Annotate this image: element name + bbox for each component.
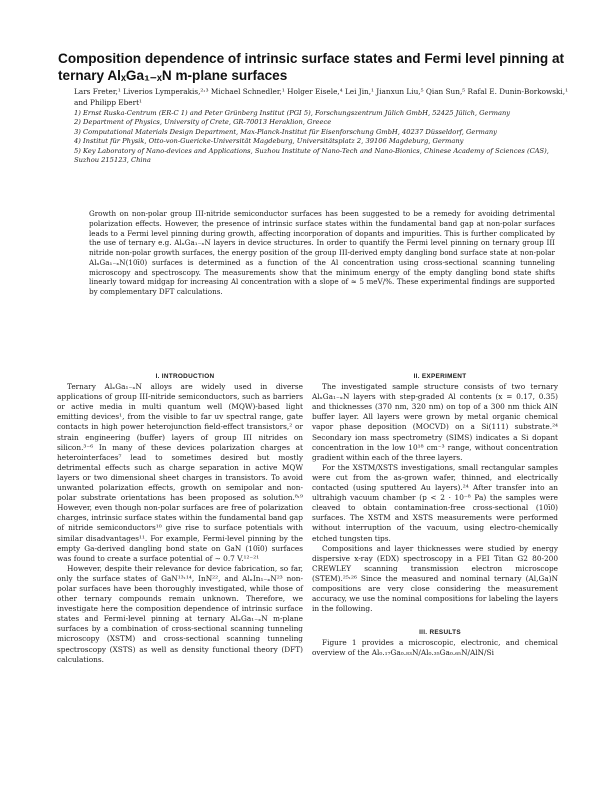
affiliation-5 <box>74 147 568 166</box>
paper-title: Composition dependence of intrinsic surface states and Fermi level pinning at ternary AlₓGa₁₋ₓN m-plane surfaces <box>58 51 565 83</box>
affiliation-text: Computational Materials Design Department, Max-Planck-Institut für Eisenforschung GmbH, 40237 Düsseldorf, Germany <box>83 127 497 136</box>
paragraph: Compositions and layer thicknesses were studied by energy dispersive x-ray (EDX) spectroscopy in a FEI Titan G2 80-200 CREWLEY scanning transmission electron microscope (STEM).²⁵˒²⁶ Since the measured and nominal ternary (Al,Ga)N compositions are very close considering the measurement accuracy, we use the nominal compositions for labeling the layers in the following. <box>312 543 558 614</box>
affiliations <box>74 109 568 165</box>
section-heading-results: III. RESULTS <box>419 629 461 637</box>
affiliation-text: Ernst Ruska-Centrum (ER-C 1) and Peter Grünberg Institut (PGI 5), Forschungszentrum Jülich GmbH, 52425 Jülich, Germany <box>83 109 511 117</box>
affiliation-number: 3) <box>74 127 81 136</box>
affiliation-number: 4) <box>74 137 81 146</box>
affiliation-text: Institut für Physik, Otto-von-Guericke-Universität Magdeburg, Universitätsplatz 2, 39106 Magdeburg, Germany <box>83 137 464 146</box>
affiliation-number: 2) <box>74 118 81 127</box>
affiliation-4 <box>74 137 568 146</box>
affiliation-number: 1) <box>74 109 81 117</box>
paragraph: Ternary AlₓGa₁₋ₓN alloys are widely used in diverse applications of group III-nitride semiconductors, such as barriers or active media in multi quantum well (MQW)-based light emitting devices¹, from the visible to far uv spectral range, gate contacts in high power heterojunction field-effect transistors,² or strain engineering (buffer) layers of group III nitrides on silicon.³⁻⁶ In many of these devices polarization charges at heterointerfaces⁷ lead to sometimes desired but mostly detrimental effects such as charge separation in active MQW layers or two dimensional sheet charges in transistors. To avoid unwanted polarization effects, growth on semipolar and non-polar substrate orientations has been proposed as solution.⁸˒⁹ However, even though non-polar surfaces are free of polarization charges, intrinsic surface states within the fundamental band gap of nitride semiconductors¹⁰ give rise to surface potentials with similar disadvantages¹¹. For example, Fermi-level pinning by the empty Ga-derived dangling bond state on GaN (10ī0) surfaces was found to create a surface potential of ∼ 0.7 V.¹²⁻²¹ <box>57 382 303 563</box>
affiliation-text: Department of Physics, University of Crete, GR-70013 Heraklion, Greece <box>83 118 332 127</box>
right-column <box>312 372 558 659</box>
affiliation-2 <box>74 118 568 127</box>
paragraph: For the XSTM/XSTS investigations, small rectangular samples were cut from the as-grown wafer, thinned, and electrically contacted (using sputtered Au layers).²⁴ After transfer into an ultrahigh vacuum chamber (p < 2 · 10⁻⁸ Pa) the samples were cleaved to obtain contamination-free cross-sectional (10ī0) surfaces. The XSTM and XSTS measurements were performed without interruption of the vacuum, using electro-chemically etched tungsten tips. <box>312 462 558 543</box>
abstract: Growth on non-polar group III-nitride semiconductor surfaces has been suggested to be a remedy for avoiding detrimental polarization effects. However, the presence of intrinsic surface states within the fundamental band gap at non-polar surfaces leads to a Fermi level pinning during growth, affecting incorporation of dopants and impurities. This is further complicated by the use of ternary e.g. AlₓGa₁₋ₓN layers in device structures. In order to quantify the Fermi level pinning on ternary group III nitride non-polar growth surfaces, the energy position of the group III-derived empty dangling bond surface state at non-polar AlₓGa₁₋ₓN(10ī0) surfaces is determined as a function of the Al concentration using cross-sectional scanning tunneling microscopy and spectroscopy. The measurements show that the minimum energy of the empty dangling bond state shifts linearly toward midgap for increasing Al concentration with a slope of ≈ 5 meV/%. These experimental findings are supported by complementary DFT calculations. <box>89 209 555 296</box>
affiliation-text: Key Laboratory of Nano-devices and Applications, Suzhou Institute of Nano-Tech and Nano-Bionics, Chinese Academy of Sciences (CAS), Suzhou 215123, China <box>74 146 549 165</box>
affiliation-3 <box>74 128 568 137</box>
paragraph: Figure 1 provides a microscopic, electronic, and chemical overview of the Al₀.₁₇Ga₀.₈₃N/Al₀.₃₅Ga₀.₆₅N/AlN/Si <box>312 638 558 658</box>
affiliation-number: 5) <box>74 146 81 155</box>
affiliation-1 <box>74 109 568 118</box>
section-heading-introduction: I. INTRODUCTION <box>155 373 215 380</box>
paragraph: The investigated sample structure consists of two ternary AlₓGa₁₋ₓN layers with step-graded Al contents (x = 0.17, 0.35) and thicknesses (370 nm, 320 nm) on top of a 300 nm thick AlN buffer layer. All layers were grown by metal organic chemical vapor phase deposition (MOCVD) on a Si(111) substrate.²⁴ Secondary ion mass spectrometry (SIMS) indicates a Si dopant concentration in the low 10¹⁸ cm⁻³ range, without concentration gradient within each of the three layers. <box>312 382 558 462</box>
section-heading-experiment: II. EXPERIMENT <box>413 373 467 380</box>
left-column <box>57 372 303 665</box>
author-list: Lars Freter,¹ Liverios Lymperakis,²˒³ Michael Schnedler,¹ Holger Eisele,⁴ Lei Jin,¹ Jianxun Liu,⁵ Qian Sun,⁵ Rafal E. Dunin-Borkowski,¹ and Philipp Ebert¹ <box>74 87 569 107</box>
paragraph: However, despite their relevance for device fabrication, so far, only the surface states of GaN¹³˒¹⁴, InN²², and AlₓIn₁₋ₓN²³ non-polar surfaces have been thoroughly investigated, while those of other ternary compounds remain unknown. Therefore, we investigate here the composition dependence of intrinsic surface states and Fermi-level pinning at ternary AlₓGa₁₋ₓN m-plane surfaces by a combination of cross-sectional scanning tunneling microscopy (XSTM) and cross-sectional scanning tunneling spectroscopy (XSTS) as well as density functional theory (DFT) calculations. <box>57 563 303 664</box>
